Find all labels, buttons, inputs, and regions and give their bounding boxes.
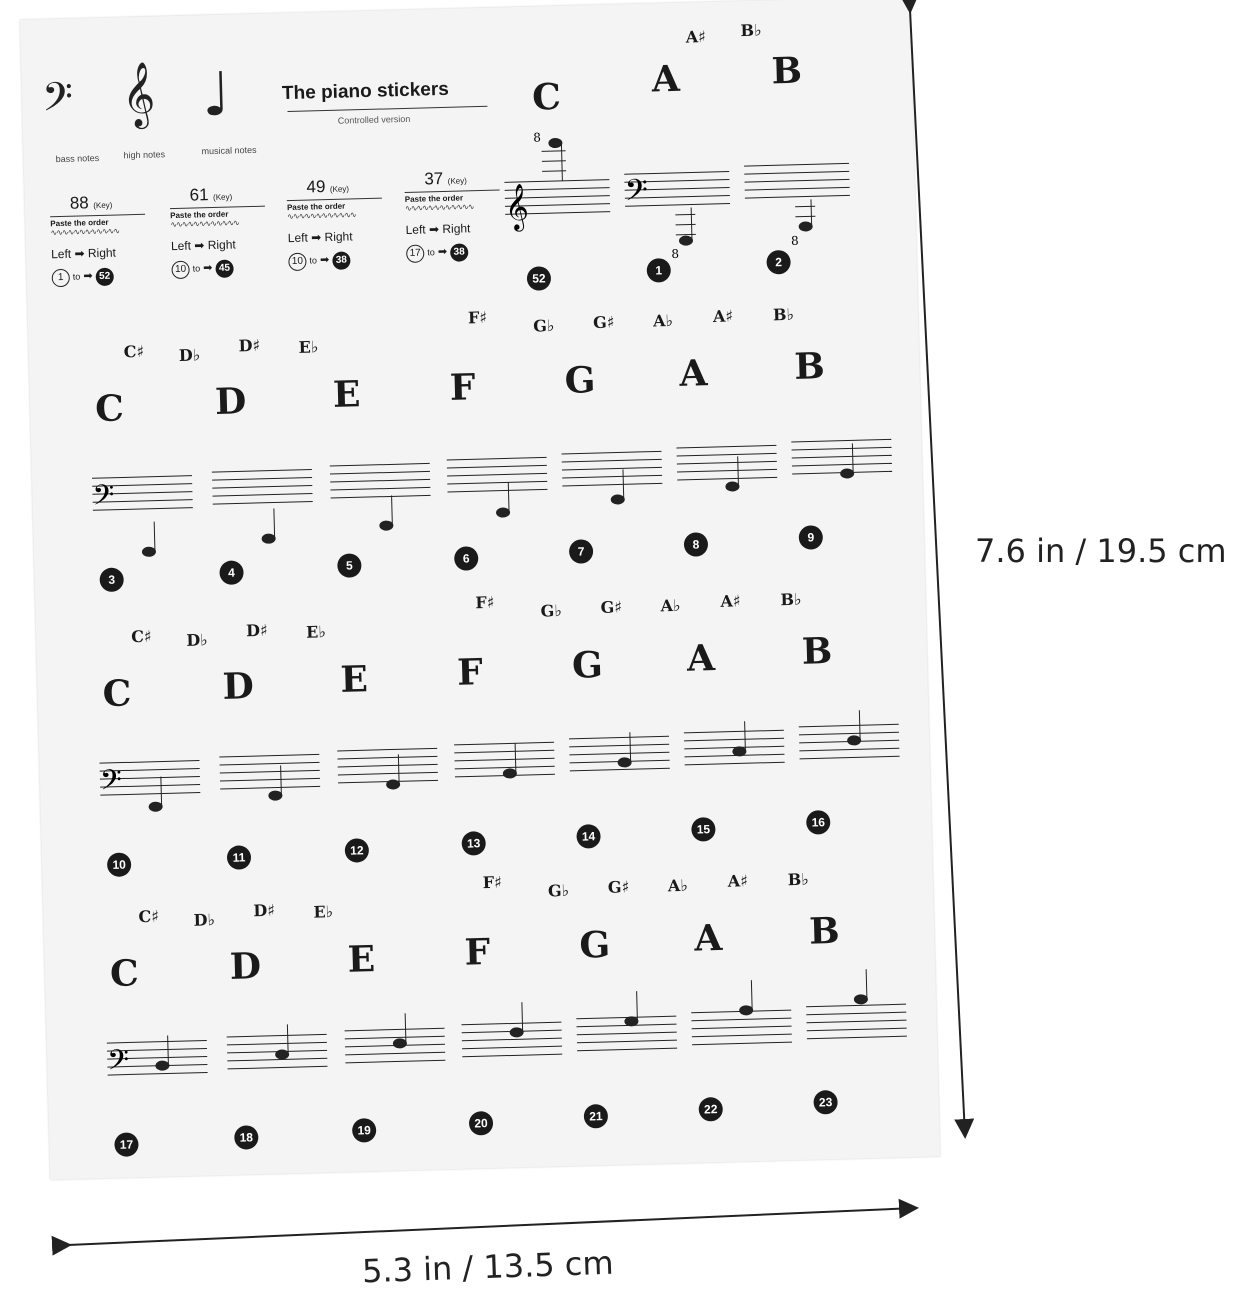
note-letter-b: B xyxy=(808,909,841,953)
key-number-9: 9 xyxy=(799,525,824,550)
accidental-label: E♭ xyxy=(298,337,319,357)
key-count: 61 xyxy=(189,185,209,205)
wavy-line: ∿∿∿∿∿∿∿∿∿∿∿∿ xyxy=(170,218,239,230)
accidental-label: G♯ xyxy=(607,877,630,897)
right-label: Right xyxy=(442,221,471,237)
key-number-10: 10 xyxy=(107,852,132,877)
key-number-22: 22 xyxy=(698,1097,723,1122)
accidental-label: F♯ xyxy=(467,307,488,328)
note-letter-d: D xyxy=(229,945,262,988)
range-start: 10 xyxy=(171,261,189,279)
accidental-label: A♯ xyxy=(720,591,741,611)
accidental-label: A♯ xyxy=(727,871,749,891)
to-label: to xyxy=(427,247,435,258)
arrow-right-icon: ➡ xyxy=(319,253,330,267)
range-end: 45 xyxy=(215,259,233,277)
range-end: 38 xyxy=(450,243,468,261)
note-letter-f: F xyxy=(449,366,476,409)
legend-caption-treble: high notes xyxy=(123,149,166,161)
accidental-label: A♭ xyxy=(660,595,681,616)
key-number-7: 7 xyxy=(569,539,594,564)
sheet-title: The piano stickers xyxy=(281,78,450,105)
accidental-label: E♭ xyxy=(313,902,334,922)
right-label: Right xyxy=(207,237,236,253)
accidental-label: G♯ xyxy=(592,312,615,333)
paste-order-label: Paste the order xyxy=(50,217,109,229)
note-letter-c: C xyxy=(109,952,140,995)
note-letter-c: C xyxy=(102,672,132,716)
accidental-b-flat-top: B♭ xyxy=(740,20,762,41)
arrow-right-icon: ➡ xyxy=(437,245,448,259)
accidental-label: D♯ xyxy=(238,335,261,356)
key-number-23: 23 xyxy=(813,1090,838,1115)
right-label: Right xyxy=(87,245,117,261)
left-label: Left xyxy=(405,222,426,237)
octave-mark: 8 xyxy=(671,246,680,262)
key-unit: (Key) xyxy=(447,176,467,186)
arrow-right-icon: ➡ xyxy=(428,222,440,237)
accidental-label: C♯ xyxy=(138,906,160,927)
height-dimension-label: 7.6 in / 19.5 cm xyxy=(975,532,1227,570)
note-letter-e: E xyxy=(347,938,376,981)
key-number-13: 13 xyxy=(461,831,486,856)
accidental-label: G♭ xyxy=(547,880,570,901)
treble-clef-icon: 𝄞 xyxy=(504,183,530,231)
left-label: Left xyxy=(170,238,192,254)
key-number-20: 20 xyxy=(469,1111,494,1136)
treble-clef-icon: 𝄞 xyxy=(121,61,156,128)
accidental-label: G♭ xyxy=(540,601,563,621)
key-number-52: 52 xyxy=(527,266,552,291)
bass-clef-icon: 𝄢 xyxy=(41,73,74,131)
accidental-label: D♭ xyxy=(186,630,208,650)
accidental-label: B♭ xyxy=(772,304,795,325)
accidental-label: D♭ xyxy=(178,345,201,365)
key-number-16: 16 xyxy=(806,810,831,835)
accidental-label: D♯ xyxy=(253,900,276,921)
range-start: 1 xyxy=(52,269,70,287)
legend-caption-note: musical notes xyxy=(201,144,257,157)
bass-clef-icon: 𝄢 xyxy=(624,173,649,216)
note-letter-d: D xyxy=(221,665,255,708)
key-number-3: 3 xyxy=(99,567,124,592)
bass-clef-icon: 𝄢 xyxy=(92,478,115,520)
note-letter-d: D xyxy=(214,380,247,424)
accidental-label: D♯ xyxy=(245,620,268,641)
key-unit: (Key) xyxy=(212,192,233,203)
accidental-label: B♭ xyxy=(787,869,810,890)
octave-mark: 8 xyxy=(533,130,542,145)
bass-clef-icon: 𝄢 xyxy=(99,763,123,805)
accidental-label: E♭ xyxy=(305,622,327,642)
key-number-6: 6 xyxy=(454,546,479,571)
to-label: to xyxy=(309,255,318,266)
accidental-label: C♯ xyxy=(130,626,152,647)
range-start: 17 xyxy=(406,245,424,263)
note-letter-c-top: C xyxy=(531,75,562,119)
key-unit: (Key) xyxy=(93,200,113,211)
key-count: 37 xyxy=(424,168,444,189)
note-letter-f: F xyxy=(464,931,491,974)
sheet-subtitle: Controlled version xyxy=(337,113,411,126)
key-number-5: 5 xyxy=(337,553,362,578)
to-label: to xyxy=(72,271,81,282)
note-letter-c: C xyxy=(94,387,125,431)
wavy-line: ∿∿∿∿∿∿∿∿∿∿∿∿ xyxy=(404,202,474,213)
wavy-line: ∿∿∿∿∿∿∿∿∿∿∿∿ xyxy=(287,210,356,222)
arrow-right-icon: ➡ xyxy=(203,262,213,275)
key-count: 49 xyxy=(306,177,326,197)
accidental-a-sharp-top: A♯ xyxy=(685,27,707,47)
note-letter-e: E xyxy=(332,373,361,416)
arrow-right-icon: ➡ xyxy=(83,270,93,283)
key-number-15: 15 xyxy=(691,817,716,842)
key-number-21: 21 xyxy=(584,1104,609,1129)
note-letter-b-top: B xyxy=(771,49,803,93)
note-letter-g: G xyxy=(571,643,604,687)
note-letter-e: E xyxy=(339,658,369,701)
accidental-label: F♯ xyxy=(482,872,503,893)
note-letter-a-top: A xyxy=(651,57,681,101)
range-end: 38 xyxy=(332,251,350,269)
note-letter-f: F xyxy=(456,651,484,694)
accidental-label: B♭ xyxy=(780,589,802,610)
accidental-label: D♭ xyxy=(193,910,216,930)
note-letter-g: G xyxy=(578,923,611,967)
note-letter-b: B xyxy=(793,345,826,388)
key-number-1: 1 xyxy=(646,258,671,283)
key-number-4: 4 xyxy=(219,560,244,585)
accidental-label: C♯ xyxy=(123,341,145,362)
note-letter-g: G xyxy=(564,359,596,402)
arrow-right-icon: ➡ xyxy=(74,246,85,261)
to-label: to xyxy=(192,263,201,274)
left-label: Left xyxy=(287,230,308,246)
right-label: Right xyxy=(324,229,353,245)
note-letter-a: A xyxy=(686,637,716,680)
note-letter-b: B xyxy=(801,629,833,673)
left-label: Left xyxy=(50,246,72,262)
bass-clef-icon: 𝄢 xyxy=(106,1043,130,1085)
octave-mark: 8 xyxy=(790,233,799,248)
accidental-label: G♯ xyxy=(600,597,623,618)
arrow-right-icon: ➡ xyxy=(194,238,205,253)
legend-caption-bass: bass notes xyxy=(55,152,100,165)
key-number-14: 14 xyxy=(576,824,601,849)
accidental-label: G♭ xyxy=(532,316,555,336)
key-number-17: 17 xyxy=(114,1132,139,1157)
key-number-8: 8 xyxy=(684,532,709,557)
key-number-2: 2 xyxy=(766,250,791,275)
quarter-note-icon: ♩ xyxy=(201,59,232,131)
key-number-12: 12 xyxy=(345,838,370,863)
range-end: 52 xyxy=(95,268,113,286)
arrow-right-icon: ➡ xyxy=(310,230,322,245)
accidental-label: A♭ xyxy=(667,875,689,896)
key-unit: (Key) xyxy=(329,184,350,194)
accidental-label: A♯ xyxy=(712,306,734,326)
accidental-label: A♭ xyxy=(652,311,674,331)
key-number-18: 18 xyxy=(234,1125,259,1150)
range-start: 10 xyxy=(288,253,306,271)
note-letter-a: A xyxy=(693,916,723,960)
wavy-line: ∿∿∿∿∿∿∿∿∿∿∿∿ xyxy=(50,226,120,238)
key-number-11: 11 xyxy=(227,845,252,870)
key-count: 88 xyxy=(69,193,89,213)
paste-order-label: Paste the order xyxy=(404,193,464,204)
width-arrow xyxy=(68,1208,915,1245)
accidental-label: F♯ xyxy=(475,592,495,613)
paste-order-label: Paste the order xyxy=(286,201,346,213)
note-letter-a: A xyxy=(678,352,708,395)
paste-order-label: Paste the order xyxy=(170,209,229,221)
height-arrow xyxy=(910,10,965,1135)
width-dimension-label: 5.3 in / 13.5 cm xyxy=(361,1243,615,1291)
key-number-19: 19 xyxy=(352,1118,377,1143)
